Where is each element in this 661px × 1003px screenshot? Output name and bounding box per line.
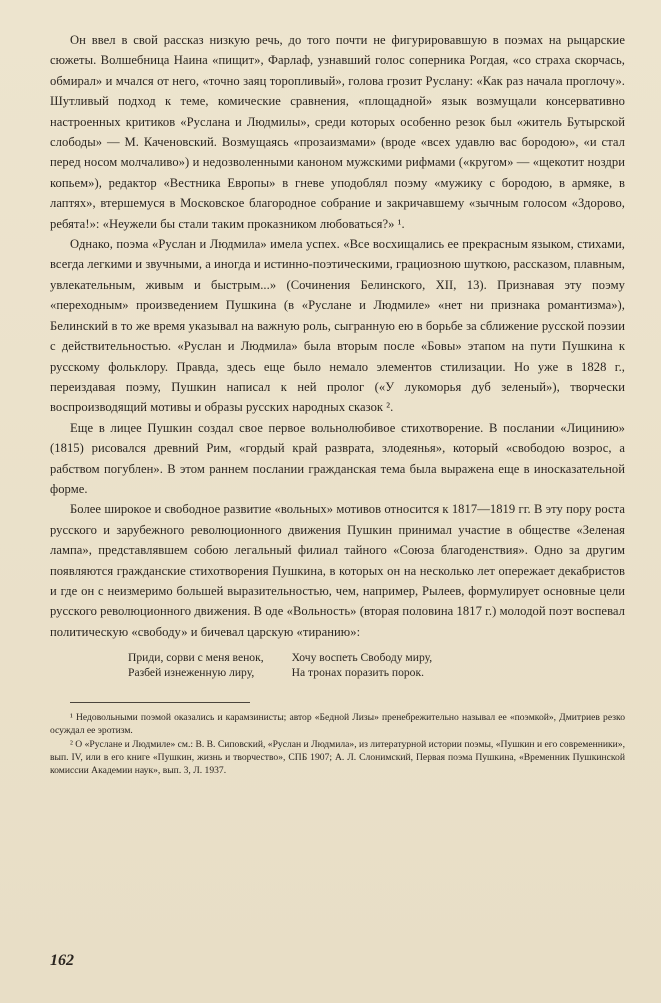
verse-line: Разбей изнеженную лиру, xyxy=(128,666,255,680)
footnote-1: ¹ Недовольными поэмой оказались и карамзинисты; автор «Бедной Лизы» пренебрежительно называл ее «поэмкой», Дмитриев резко осуждал ее эротизм. xyxy=(50,712,625,737)
paragraph-4: Более широкое и свободное развитие «вольных» мотивов относится к 1817—1819 гг. В эту пору роста русского и зарубежного революционного движения Пушкин принимал участие в обществе «Зеленая лампа», представлявшем собою легальный филиал тайного «Союза благоденствия». Одно за другим появляются гражданские стихотворения Пушкина, в которых он на несколько лет опережает декабристов и где он с неизмеримо большей выразительностью, чем, например, Рылеев, формулирует основные цели русского революционного движения. В оде «Вольность» (вторая половина 1817 г.) молодой поэт воспевал политическую «свободу» и бичевал царскую «тиранию»: xyxy=(50,502,625,639)
verse-line: Приди, сорви с меня венок, xyxy=(128,651,264,665)
paragraph-2: Однако, поэма «Руслан и Людмила» имела успех. «Все восхищались ее прекрасным языком, стихами, всегда легкими и звучными, а иногда и истинно-поэтическими, грациозною шуткою, рассказом, плавным, увлекательным, живым и быстрым...» (Сочинения Белинского, XII, 13). Признавая эту поэму «переходным» произведением Пушкина (в «Руслане и Людмиле» «нет ни признака романтизма»), Белинский в то же время указывал на важную роль, сыгранную ею в борьбе за сближение русской поэзии с действительностью. «Руслан и Людмила» была вторым после «Бовы» этапом на пути Пушкина к русскому фольклору. Правда, здесь еще было немало элементов стилизации. Но уже в 1828 г., переиздавая поэму, Пушкин написал к ней пролог («У лукоморья дуб зеленый»), творчески воспроизводящий мотивы и образы русских народных сказок ². xyxy=(50,237,625,415)
footnotes xyxy=(50,711,625,777)
verse-quote xyxy=(128,650,625,680)
verse-line: Хочу воспеть Свободу миру, xyxy=(291,651,433,665)
main-text xyxy=(50,30,625,642)
verse-right-column xyxy=(292,650,433,680)
verse-line: На тронах поразить порок. xyxy=(291,666,425,680)
paragraph-3: Еще в лицее Пушкин создал свое первое вольнолюбивое стихотворение. В послании «Лицинию» (1815) рисовался древний Рим, «гордый край разврата, злодеянья», который «свободою возрос, а рабством погублен». В этом раннем послании гражданская тема была выражена еще в иносказательной форме. xyxy=(50,420,625,496)
page-number: 162 xyxy=(50,952,74,969)
paragraph-1: Он ввел в свой рассказ низкую речь, до того почти не фигурировавшую в поэмах на рыцарские сюжеты. Волшебница Наина «пищит», Фарлаф, узнавший голос соперника Рогдая, «со страха скорчась, обмирал» и мчался от него, «точно заяц торопливый», голова грозит Руслану: «Как раз начала проглочу». Шутливый подход к теме, комические сравнения, «площадной» язык возмущали консервативно настроенных критиков «Руслана и Людмилы», среди которых особенно резок был «житель Бутырской слободы» — М. Каченовский. Возмущаясь «прозаизмами» (вроде «всех удавлю вас бородою», «и стал перед носом молчаливо») и недозволенными каноном мужскими рифмами («кругом» — «щекотит ноздри копьем»), редактор «Вестника Европы» в гневе уподоблял поэму «мужику с бородою, в армяке, в лаптях», втершемуся в Московское благородное собрание и закричавшему «зычным голосом «Здорово, ребята!»: «Неужели бы стали таким проказником любоваться?» ¹. xyxy=(50,33,625,231)
verse-left-column xyxy=(128,650,264,680)
footnote-divider xyxy=(70,702,250,703)
footnote-2: ² О «Руслане и Людмиле» см.: В. В. Сиповский, «Руслан и Людмила», из литературной истории поэмы, «Пушкин и его современники», вып. IV, или в его книге «Пушкин, жизнь и творчество», СПБ 1907; А. Л. Слонимский, Первая поэма Пушкина, «Временник Пушкинской комиссии Академии наук», вып. 3, Л. 1937. xyxy=(50,738,626,776)
